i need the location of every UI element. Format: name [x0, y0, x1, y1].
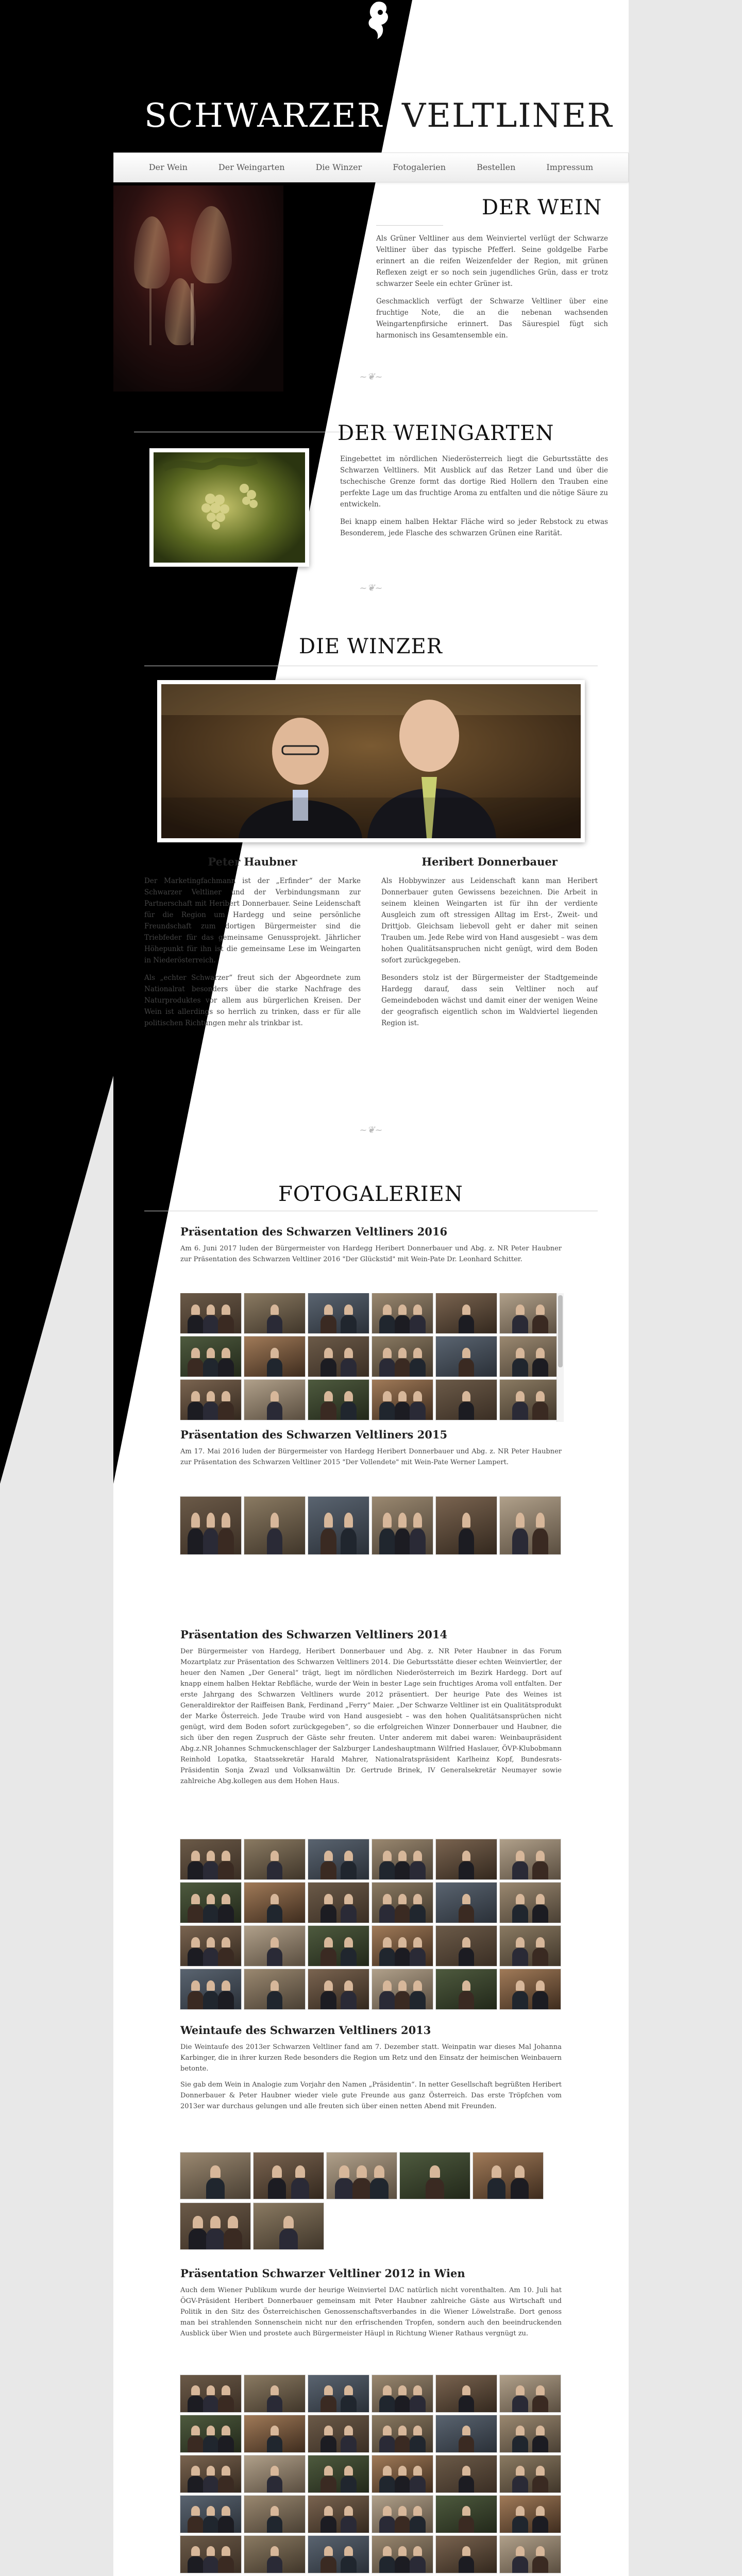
wein-heading: DER WEIN — [482, 196, 602, 219]
gallery-thumbnail[interactable] — [436, 2455, 497, 2493]
gallery-2015-title: Präsentation des Schwarzen Veltliners 2015 — [180, 1428, 448, 1441]
gallery-thumbnail[interactable] — [180, 2203, 250, 2249]
gallery-thumbnail[interactable] — [436, 2375, 497, 2412]
gallery-thumbnail[interactable] — [308, 1293, 369, 1333]
gallery-2016-text: Am 6. Juni 2017 luden der Bürgermeister von Hardegg Heribert Donnerbauer und Abg. z. NR Peter Haubner zur Präsentation des Schwarzen Veltliner 2016 "Der Glückstid" mit Wein-Pate Dr. Leonhard Schitter. — [180, 1245, 562, 1263]
gallery-2012-header — [180, 2267, 562, 2339]
winzer-portrait-image — [161, 684, 581, 838]
gallery-thumbnail[interactable] — [500, 1883, 561, 1923]
wein-paragraph-1: Als Grüner Veltliner aus dem Weinviertel verlügt der Schwarze Veltliner über das typische Pfefferl. Seine goldgelbe Farbe erinnert an die reifen Weizenfelder der Region, mit grünen Reflexen zeigt er so noch sein jugendliches Grün, dass er trotz schwarzer Seele ein echter Grüner ist. — [376, 234, 608, 288]
gallery-thumbnail[interactable] — [436, 2496, 497, 2533]
gallery-thumbnail[interactable] — [180, 2536, 241, 2573]
main-navigation — [113, 152, 629, 182]
gallery-thumbnail[interactable] — [308, 1336, 369, 1377]
ornament-divider: ~❦~ — [359, 1125, 383, 1136]
ornament-divider: ~❦~ — [359, 371, 383, 382]
vineyard-photo — [149, 448, 309, 567]
donnerbauer-paragraph-2: Besonders stolz ist der Bürgermeister der Stadtgemeinde Hardegg darauf, dass sein Veltliner noch auf Gemeindeboden wächst und damit einer der wenigen Weine der geografisch eigentlich schon im Waldviertel liegenden Region ist. — [381, 974, 598, 1027]
nav-item-der-weingarten[interactable]: Der Weingarten — [218, 162, 285, 172]
gallery-thumbnail[interactable] — [372, 2455, 433, 2493]
gallery-thumbnail[interactable] — [500, 1839, 561, 1879]
gallery-thumbnail[interactable] — [500, 1969, 561, 2009]
gallery-2016-header — [180, 1225, 562, 1265]
nav-item-bestellen[interactable]: Bestellen — [477, 162, 516, 172]
gallery-2015-text: Am 17. Mai 2016 luden der Bürgermeister von Hardegg Heribert Donnerbauer und Abg. z. NR Peter Haubner zur Präsentation des Schwarzen Veltliner 2015 "Der Vollendete" mit Wein-Pate Werner Lampert. — [180, 1448, 562, 1466]
gallery-thumbnail[interactable] — [436, 2415, 497, 2452]
gallery-thumbnail[interactable] — [436, 1293, 497, 1333]
gallery-thumbnail[interactable] — [254, 2203, 324, 2249]
gallery-2014-text: Der Bürgermeister von Hardegg, Heribert Donnerbauer und Abg. z. NR Peter Haubner in das Forum Mozartplatz zur Präsentation des Schwarzen Veltliners 2014. Die Geburtsstätte dieser echten Weinviertler, der heuer den Namen „Der General“ trägt, liegt im nördlichen Niederösterreich im Bezirk Hardegg. Dort auf knapp einem halben Hektar Rebfläche, wurde der Wein in bester Lage sein fruchtiges Aroma voll entfalten. Der erste Jahrgang des Schwarzen Veltliners wurde 2012 präsentiert. Der heurige Pate des Weines ist Generaldirektor der Raiffeisen Bank, Ferdinand „Ferry“ Maier. „Der Schwarze Veltliner ist ein Qualitätsprodukt der Marke Österreich. Jede Traube wird von Hand ausgesiebt – was den hohen Qualitätsansprüchen nicht genügt, wird dem Boden sofort zurückgegeben“, so die erfolgreichen Winzer Donnerbauer und Haubner, die sich über den regen Zuspruch der Gäste sehr freuten. Unter anderem mit dabei waren: Weinbaupräsident Abg.z.NR Johannes Schmuckenschlager der Salzburger Landeshauptmann Wilfried Haslauer, ÖVP-Klubobmann Reinhold Lopatka, Staatssekretär Harald Mahrer, Nationalratspräsident Karlheinz Kopf, Bundesrats-Präsidentin Sonja Zwazl und Volksanwältin Dr. Gertrude Brinek, IV Generalsekretär Neumayer sowie zahlreiche Abg.kollegen aus dem Hohen Haus. — [180, 1648, 562, 1785]
gallery-2012-text: Auch dem Wiener Publikum wurde der heurige Weinviertel DAC natürlich nicht vorenthalten. Am 10. Juli hat ÖGV-Präsident Heribert Donnerbauer gemeinsam mit Peter Haubner zahlreiche Gäste aus Wirtschaft und Politik in den Sitz des Österreichischen Genossenschaftsverbandes in die Wiener Löwelstraße. Dort genoss man bei strahlenden Sonnenschein nicht nur den erfrischenden Tropfen, sondern auch den beeindruckenden Ausblick über Wien und prostete auch Bürgermeister Häupl in Richtung Wiener Rathaus vergnügt zu. — [180, 2286, 562, 2337]
gallery-thumbnail[interactable] — [372, 1336, 433, 1377]
gallery-thumbnail[interactable] — [308, 2375, 369, 2412]
gallery-thumbnail[interactable] — [473, 2153, 543, 2199]
gallery-thumbnail[interactable] — [372, 1839, 433, 1879]
gallery-thumbnail[interactable] — [244, 2455, 305, 2493]
wein-text — [376, 233, 608, 341]
gallery-thumbnail[interactable] — [436, 1380, 497, 1420]
gallery-thumbnail[interactable] — [436, 2536, 497, 2573]
gallery-thumbnail[interactable] — [308, 1883, 369, 1923]
gallery-thumbnail[interactable] — [244, 2375, 305, 2412]
gallery-thumbnail[interactable] — [436, 1497, 497, 1554]
gallery-thumbnail[interactable] — [308, 2455, 369, 2493]
gallery-thumbnail[interactable] — [180, 1969, 241, 2009]
gallery-thumbnail[interactable] — [500, 2496, 561, 2533]
weingarten-paragraph-2: Bei knapp einem halben Hektar Fläche wird so jeder Rebstock zu etwas Besonderem, jede Flasche des schwarzen Grünen eine Rarität. — [340, 518, 608, 537]
gallery-thumbnail[interactable] — [180, 2153, 250, 2199]
gallery-thumbnail[interactable] — [254, 2153, 324, 2199]
donnerbauer-paragraph-1: Als Hobbywinzer aus Leidenschaft kann man Heribert Donnerbauer guten Gewissens bezeichnen. Die Arbeit in seinem kleinen Weingarten ist für ihn der verdiente Ausgleich zum oft stressigen Alltag im Erst-, Zweit- und Drittjob. Gleichsam liebevoll geht er daher mit seinen Trauben um. Jede Rebe wird von Hand ausgesiebt – was dem hohen Qualitätsanspruchen nicht genügt, wird dem Boden sofort zurückgegeben. — [381, 877, 598, 964]
gallery-thumbnail[interactable] — [244, 2415, 305, 2452]
gallery-thumbnail[interactable] — [436, 1969, 497, 2009]
gallery-thumbnail[interactable] — [372, 2375, 433, 2412]
gallery-thumbnail[interactable] — [372, 1883, 433, 1923]
gallery-thumbnail[interactable] — [244, 1883, 305, 1923]
winzer-name-donnerbauer: Heribert Donnerbauer — [421, 855, 558, 868]
logo-figure-icon — [361, 0, 397, 41]
gallery-thumbnail[interactable] — [244, 1839, 305, 1879]
gallery-thumbnail[interactable] — [180, 1497, 241, 1554]
gallery-2012-title: Präsentation Schwarzer Veltliner 2012 in Wien — [180, 2267, 465, 2280]
page-container — [113, 0, 629, 2576]
nav-item-impressum[interactable]: Impressum — [546, 162, 594, 172]
wein-paragraph-2: Geschmacklich verfügt der Schwarze Veltliner über eine fruchtige Note, die an die nebenan wachsenden Weingartenpfirsiche erinnert. Das Säurespiel fügt sich harmonisch ins Gesamtensemble ein. — [376, 297, 608, 340]
gallery-2016-grid — [180, 1293, 562, 1422]
gallery-thumbnail[interactable] — [400, 2153, 470, 2199]
gallery-thumbnail[interactable] — [308, 2415, 369, 2452]
gallery-thumbnail[interactable] — [180, 2496, 241, 2533]
gallery-thumbnail[interactable] — [500, 2375, 561, 2412]
gallery-thumbnail[interactable] — [500, 2415, 561, 2452]
gallery-2016-scroll-thumb[interactable] — [558, 1295, 563, 1367]
gallery-thumbnail[interactable] — [436, 1926, 497, 1966]
gallery-thumbnail[interactable] — [372, 1926, 433, 1966]
nav-item-die-winzer[interactable]: Die Winzer — [315, 162, 362, 172]
gallery-thumbnail[interactable] — [244, 1293, 305, 1333]
gallery-thumbnail[interactable] — [244, 2536, 305, 2573]
gallery-thumbnail[interactable] — [244, 1969, 305, 2009]
gallery-2014-header — [180, 1628, 562, 1787]
gallery-thumbnail[interactable] — [244, 1380, 305, 1420]
gallery-2015-header — [180, 1428, 562, 1468]
gallery-thumbnail[interactable] — [372, 1969, 433, 2009]
wine-glasses-photo — [113, 185, 283, 392]
gallery-thumbnail[interactable] — [436, 1336, 497, 1377]
gallery-thumbnail[interactable] — [244, 1926, 305, 1966]
winzer-heading: DIE WINZER — [299, 635, 443, 658]
winzer-left-column — [144, 855, 361, 1029]
gallery-thumbnail[interactable] — [180, 1336, 241, 1377]
gallery-thumbnail[interactable] — [372, 1293, 433, 1333]
weingarten-text — [340, 453, 608, 539]
gallery-thumbnail[interactable] — [308, 1839, 369, 1879]
site-title-right: VELTLINER — [402, 97, 613, 135]
haubner-paragraph-2: Als „echter Schwarzer“ freut sich der Abgeordnete zum Nationalrat besonders über die starke Nachfrage des Naturproduktes vor allem aus bürgerlichen Kreisen. Der Wein ist allerdings so herrlich zu trinken, dass er für alle politischen Richtungen mehr als trinkbar ist. — [144, 974, 361, 1027]
gallery-thumbnail[interactable] — [372, 2536, 433, 2573]
gallery-thumbnail[interactable] — [372, 2415, 433, 2452]
gallery-thumbnail[interactable] — [500, 1293, 561, 1333]
gallery-thumbnail[interactable] — [180, 2415, 241, 2452]
gallery-thumbnail[interactable] — [308, 1969, 369, 2009]
gallery-thumbnail[interactable] — [308, 1497, 369, 1554]
gallery-thumbnail[interactable] — [500, 2455, 561, 2493]
gallery-thumbnail[interactable] — [500, 1497, 561, 1554]
gallery-thumbnail[interactable] — [500, 1336, 561, 1377]
gallery-thumbnail[interactable] — [500, 1380, 561, 1420]
gallery-thumbnail[interactable] — [180, 1839, 241, 1879]
gallery-thumbnail[interactable] — [180, 2375, 241, 2412]
gallery-thumbnail[interactable] — [308, 1926, 369, 1966]
wein-heading-rule — [376, 225, 443, 226]
site-title — [144, 93, 613, 139]
gallery-thumbnail[interactable] — [308, 1380, 369, 1420]
gallery-thumbnail[interactable] — [180, 1380, 241, 1420]
nav-item-der-wein[interactable]: Der Wein — [148, 162, 188, 172]
gallery-thumbnail[interactable] — [180, 1293, 241, 1333]
gallery-2015-grid — [180, 1497, 562, 1558]
haubner-paragraph-1: Der Marketingfachmann ist der „Erfinder“ der Marke Schwarzer Veltliner und der Verbindungsmann zur Partnerschaft mit Heribert Donnerbauer. Seine Leidenschaft für die Region um Hardegg und seine persönliche Freundschaft zum dortigen Bürgermeister sind die Triebfeder für das gemeinsame Genussprojekt. Jährlicher Höhepunkt für ihn ist die gemeinsame Lese im Weingarten in Niederösterreich. — [144, 877, 361, 964]
gallery-thumbnail[interactable] — [180, 2455, 241, 2493]
gallery-thumbnail[interactable] — [372, 1380, 433, 1420]
gallery-2012-grid — [180, 2375, 562, 2576]
gallery-2014-grid — [180, 1839, 562, 2009]
weingarten-paragraph-1: Eingebettet im nördlichen Niederösterreich liegt die Geburtsstätte des Schwarzen Veltliners. Mit Ausblick auf das Retzer Land und über die tschechische Grenze formt das dortige Ried Hollern den Trauben eine perfekte Lage um das fruchtige Aroma zu entfalten und die nötige Säure zu entwickeln. — [340, 455, 608, 509]
gallery-2013-paragraph-1: Die Weintaufe des 2013er Schwarzen Veltliner fand am 7. Dezember statt. Weinpatin war dieses Mal Johanna Karbinger, die in ihrer kurzen Rede besonders die Region um Retz und den Einsatz der heimischen Weinbauern betonte. — [180, 2043, 562, 2073]
gallery-thumbnail[interactable] — [180, 1883, 241, 1923]
nav-item-fotogalerien[interactable]: Fotogalerien — [393, 162, 446, 172]
gallery-thumbnail[interactable] — [372, 1497, 433, 1554]
gallery-2013-paragraph-2: Sie gab dem Wein in Analogie zum Vorjahr den Namen „Präsidentin“. In netter Gesellschaft begrüßten Heribert Donnerbauer & Peter Haubner wieder viele gute Freunde aus ganz Österreich. Das erste Tröpfchen vom 2013er war durchaus gelungen und alle freuten sich über einen netten Abend mit Freunden. — [180, 2081, 562, 2110]
winzer-name-haubner: Peter Haubner — [208, 855, 297, 868]
gallery-thumbnail[interactable] — [436, 1883, 497, 1923]
winzer-right-column — [381, 855, 598, 1029]
ornament-divider: ~❦~ — [359, 583, 383, 594]
weingarten-heading: DER WEINGARTEN — [338, 421, 554, 445]
winzer-photo — [157, 680, 585, 842]
fotogalerien-heading: FOTOGALERIEN — [278, 1182, 463, 1206]
gallery-2016-title: Präsentation des Schwarzen Veltliners 2016 — [180, 1225, 448, 1238]
gallery-thumbnail[interactable] — [308, 2496, 369, 2533]
gallery-2016-scrollbar[interactable] — [556, 1293, 564, 1422]
gallery-2013-grid — [180, 2153, 562, 2256]
gallery-thumbnail[interactable] — [372, 2496, 433, 2533]
gallery-thumbnail[interactable] — [500, 1926, 561, 1966]
gallery-2013-title: Weintaufe des Schwarzen Veltliners 2013 — [180, 2024, 431, 2037]
gallery-thumbnail[interactable] — [308, 2536, 369, 2573]
gallery-thumbnail[interactable] — [436, 1839, 497, 1879]
gallery-2014-title: Präsentation des Schwarzen Veltliners 2014 — [180, 1628, 448, 1641]
gallery-thumbnail[interactable] — [327, 2153, 397, 2199]
site-title-left: SCHWARZER — [144, 97, 383, 135]
gallery-thumbnail[interactable] — [244, 1336, 305, 1377]
gallery-thumbnail[interactable] — [500, 2536, 561, 2573]
gallery-thumbnail[interactable] — [244, 2496, 305, 2533]
gallery-thumbnail[interactable] — [244, 1497, 305, 1554]
vineyard-grapes-image — [154, 452, 305, 563]
gallery-thumbnail[interactable] — [180, 1926, 241, 1966]
gallery-2013-header — [180, 2024, 562, 2112]
